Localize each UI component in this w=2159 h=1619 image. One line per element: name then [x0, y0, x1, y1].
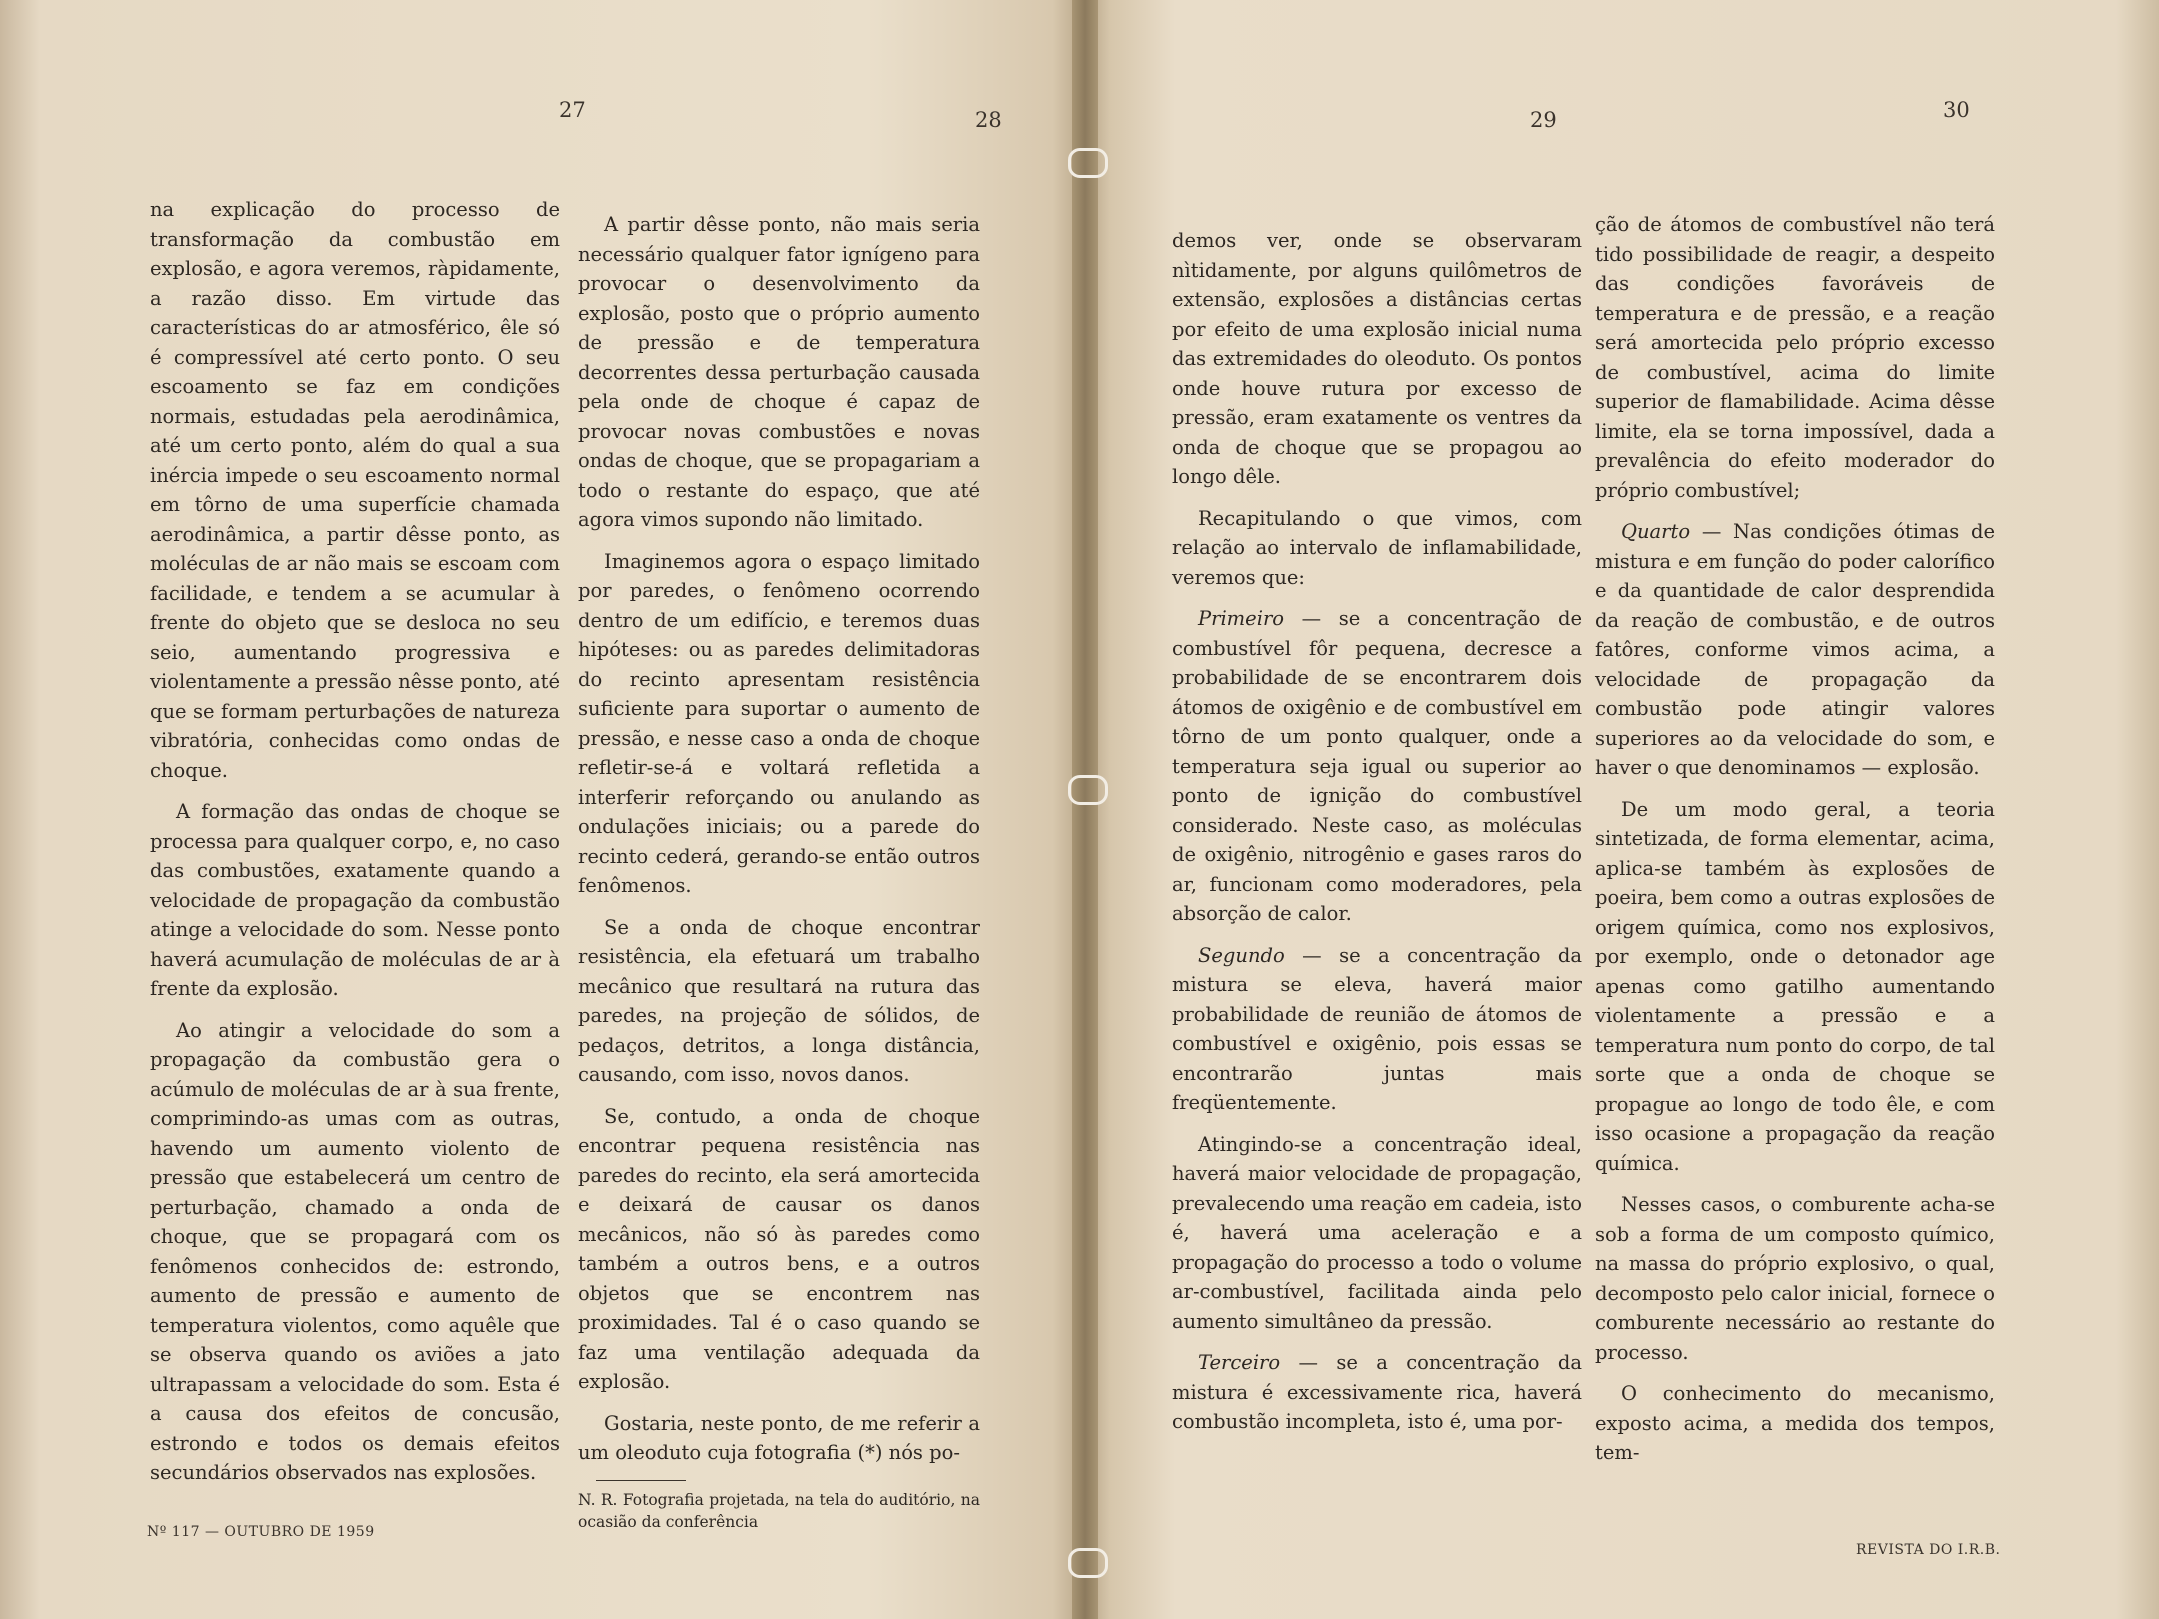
paragraph: Imaginemos agora o espaço limitado por paredes, o fenômeno ocorrendo dentro de um edifício, e teremos duas hipóteses: ou as paredes delimitadoras do recinto apresentam resistência suficiente para suportar o aumento de pressão, e nesse caso a onda de choque refletir-se-á e voltará refletida a interferir reforçando ou anulando as ondulações iniciais; ou a parede do recinto cederá, gerando-se então outros fenômenos.	[578, 549, 980, 897]
list-item	[1172, 941, 1582, 1118]
column-page-29	[1172, 226, 1582, 1449]
item-text: — Nas condições ótimas de mistura e em função do poder calorífico e da quantidade de calor desprendida da reação de combustão, e de outros fatôres, conforme vimos acima, a velocidade de propagação da combustão pode atingir valores superiores ao da velocidade do som, e haver o que denominamos — explosão.	[1595, 520, 1995, 779]
column-page-30	[1595, 210, 1995, 1480]
item-text: — se a concentração da mistura se eleva, haverá maior probabilidade de reunião de átomos de combustível e oxigênio, pois essas se encontrarão juntas mais freqüentemente.	[1172, 943, 1582, 1114]
paragraph: Se, contudo, a onda de choque encontrar pequena resistência nas paredes do recinto, ela será amortecida e deixará de causar os danos mecânicos, não só às paredes como também a outros bens, e a outros objetos que se encontrem nas proximidades. Tal é o caso quando se faz uma ventilação adequada da explosão.	[578, 1104, 980, 1393]
paragraph: Se a onda de choque encontrar resistência, ela efetuará um trabalho mecânico que resultará na rutura das paredes, na projeção de sólidos, de pedaços, detritos, a longa distância, causando, com isso, novos danos.	[578, 915, 980, 1086]
paragraph: Recapitulando o que vimos, com relação ao intervalo de inflamabilidade, veremos que:	[1172, 506, 1582, 589]
paragraph: Gostaria, neste ponto, de me referir a um oleoduto cuja fotografia (*) nós po-	[578, 1411, 980, 1464]
binding-stitch	[1068, 148, 1108, 178]
binding-gutter	[1072, 0, 1098, 1619]
item-text: — se a concentração da mistura é excessivamente rica, haverá combustão incompleta, isto é, uma por-	[1172, 1351, 1582, 1433]
item-label: Segundo	[1198, 943, 1285, 967]
list-item	[1172, 604, 1582, 929]
page-number: 28	[975, 108, 1002, 132]
binding-stitch	[1068, 775, 1108, 805]
footer-issue: Nº 117 — OUTUBRO DE 1959	[147, 1524, 375, 1540]
binding-stitch	[1068, 1548, 1108, 1578]
paragraph: A formação das ondas de choque se processa para qualquer corpo, e, no caso das combustões, exatamente quando a velocidade de propagação da combustão atinge a velocidade do som. Nesse ponto haverá acumulação de moléculas de ar à frente da explosão.	[150, 800, 560, 1000]
page-number: 29	[1530, 108, 1557, 132]
paragraph: Ao atingir a velocidade do som a propagação da combustão gera o acúmulo de moléculas de ar à sua frente, comprimindo-as umas com as outras, havendo um aumento violento de pressão que estabelecerá um centro de perturbação, chamado a onda de choque, que se propagará com os fenômenos conhecidos de: estrondo, aumento de pressão e aumento de temperatura violentos, como aquêle que se observa quando os aviões a jato ultrapassam a velocidade do som. Esta é a causa dos efeitos de concusão, estrondo e todos os demais efeitos secundários observados nas explosões.	[150, 1018, 560, 1484]
list-item	[1172, 1348, 1582, 1437]
item-label: Quarto	[1621, 520, 1691, 543]
footnote: N. R. Fotografia projetada, na tela do auditório, na ocasião da conferência	[578, 1490, 980, 1531]
list-item	[1595, 517, 1995, 783]
item-label: Primeiro	[1198, 607, 1285, 630]
paragraph: Atingindo-se a concentração ideal, haverá maior velocidade de propagação, prevalecendo uma reação em cadeia, isto é, haverá uma aceleração e a propagação do processo a todo o volume ar-combustível, facilitada ainda pelo aumento simultâneo da pressão.	[1172, 1132, 1582, 1333]
paragraph: O conhecimento do mecanismo, exposto acima, a medida dos tempos, tem-	[1595, 1382, 1995, 1464]
page-number: 30	[1943, 98, 1970, 122]
paragraph: na explicação do processo de transformação da combustão em explosão, e agora veremos, ràpidamente, a razão disso. Em virtude das características do ar atmosférico, êle só é compressível até certo ponto. O seu escoamento se faz em condições normais, estudadas pela aerodinâmica, até um certo ponto, além do qual a sua inércia impede o seu escoamento normal em tôrno de uma superfície chamada aerodinâmica, a partir dêsse ponto, as moléculas de ar não mais se escoam com facilidade, e tendem a se acumular à frente do objeto que se desloca no seu seio, aumentando progressiva e violentamente a pressão nêsse ponto, até que se formam perturbações de natureza vibratória, conhecidas como ondas de choque.	[150, 198, 560, 782]
page-number: 27	[559, 98, 586, 122]
column-page-27	[150, 195, 560, 1500]
item-label: Terceiro	[1198, 1351, 1281, 1374]
footer-journal: REVISTA DO I.R.B.	[1856, 1542, 2001, 1558]
footnote-rule	[596, 1480, 686, 1481]
paragraph: demos ver, onde se observaram nìtidamente, por alguns quilômetros de extensão, explosões a distâncias certas por efeito de uma explosão inicial numa das extremidades do oleoduto. Os pontos onde houve rutura por excesso de pressão, eram exatamente os ventres da onda de choque que se propagou ao longo dêle.	[1172, 229, 1582, 488]
paragraph: ção de átomos de combustível não terá tido possibilidade de reagir, a despeito das condições favoráveis de temperatura e de pressão, e a reação será amortecida pelo próprio excesso de combustível, acima do limite superior de flamabilidade. Acima dêsse limite, ela se torna impossível, dada a prevalência do efeito moderador do próprio combustível;	[1595, 213, 1995, 502]
paragraph: Nesses casos, o comburente acha-se sob a forma de um composto químico, na massa do próprio explosivo, o qual, decomposto pelo calor inicial, fornece o comburente necessário ao restante do processo.	[1595, 1193, 1995, 1364]
column-page-28	[578, 210, 980, 1545]
paragraph: De um modo geral, a teoria sintetizada, de forma elementar, acima, aplica-se também às explosões de poeira, bem como a outras explosões de origem química, como nos explosivos, por exemplo, onde o detonador age apenas como gatilho aumentando violentamente a pressão e a temperatura num ponto do corpo, de tal sorte que a onda de choque se propague ao longo de todo êle, e com isso ocasione a propagação da reação química.	[1595, 797, 1995, 1175]
paragraph: A partir dêsse ponto, não mais seria necessário qualquer fator ignígeno para provocar o desenvolvimento da explosão, posto que o próprio aumento de pressão e de temperatura decorrentes dessa perturbação causada pela onde de choque é capaz de provocar novas combustões e novas ondas de choque, que se propagariam a todo o restante do espaço, que até agora vimos supondo não limitado.	[578, 213, 980, 531]
item-text: — se a concentração de combustível fôr pequena, decresce a probabilidade de se encontrarem dois átomos de oxigênio e de combustível em tôrno de um ponto qualquer, onde a temperatura seja igual ou superior ao ponto de ignição do combustível considerado. Neste caso, as moléculas de oxigênio, nitrogênio e gases raros do ar, funcionam como moderadores, pela absorção de calor.	[1172, 607, 1582, 925]
